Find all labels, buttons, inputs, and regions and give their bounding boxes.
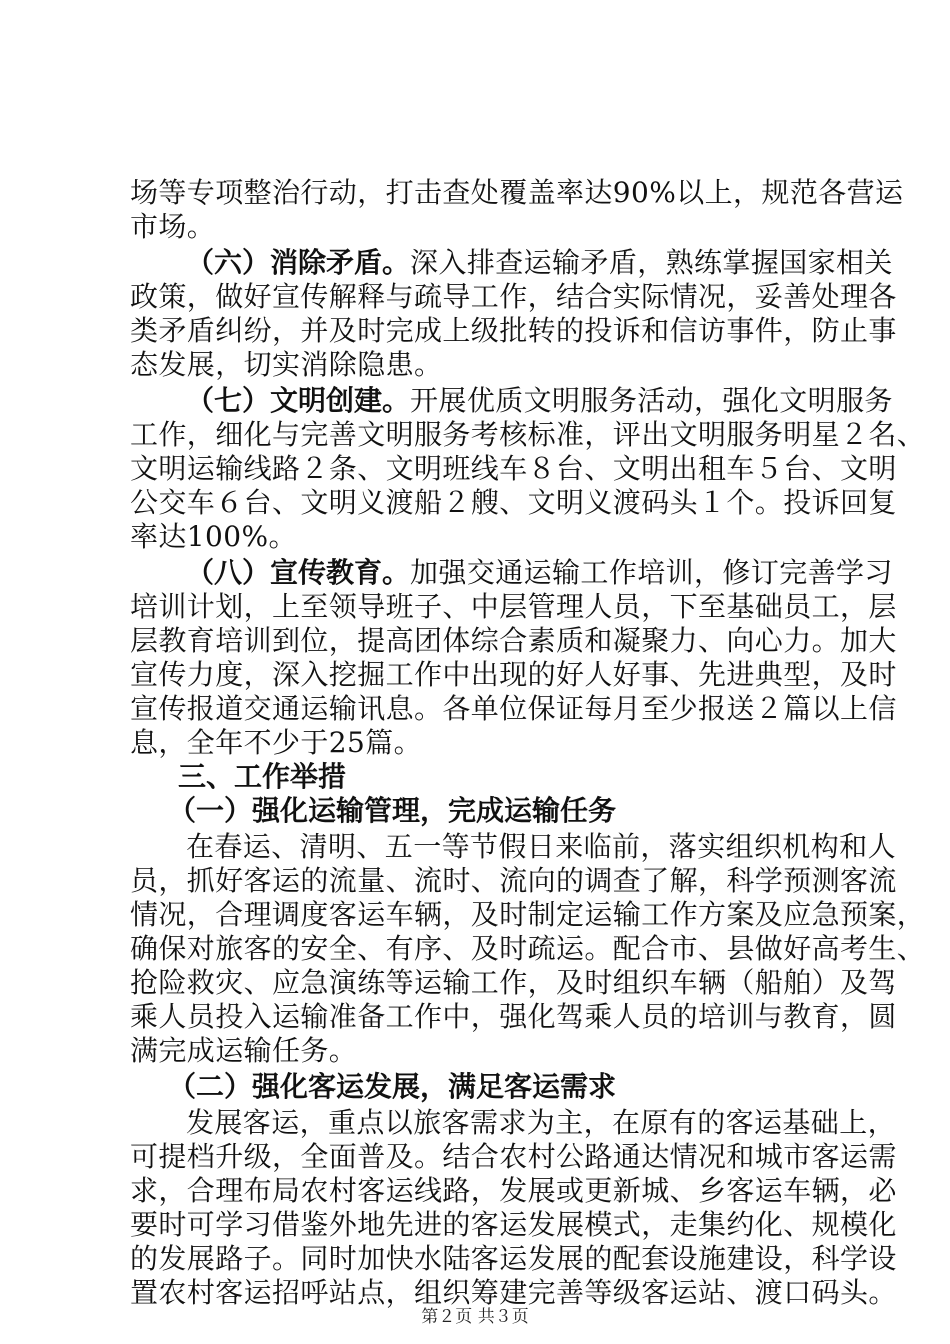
paragraph-line: 培训计划，上至领导班子、中层管理人员，下至基础员工，层 <box>130 590 897 623</box>
paragraph-line: 员，抓好客运的流量、流时、流向的调查了解，科学预测客流 <box>130 864 897 897</box>
paragraph-line: 文明运输线路２条、文明班线车８台、文明出租车５台、文明 <box>130 452 897 485</box>
paragraph-line: 的发展路子。同时加快水陆客运发展的配套设施建设，科学设 <box>130 1242 897 1275</box>
paragraph-line: 工作，细化与完善文明服务考核标准，评出文明服务明星２名、 <box>130 418 926 451</box>
paragraph-line: 确保对旅客的安全、有序、及时疏运。配合市、县做好高考生、 <box>130 932 926 965</box>
section-heading-three: 三、工作举措 <box>178 760 347 793</box>
paragraph-line: 置农村客运招呼站点，组织筹建完善等级客运站、渡口码头。 <box>130 1276 897 1309</box>
paragraph-line: 发展客运，重点以旅客需求为主，在原有的客运基础上， <box>186 1106 897 1139</box>
paragraph-line: 在春运、清明、五一等节假日来临前，落实组织机构和人 <box>186 830 897 863</box>
paragraph-text: 加强交通运输工作培训，修订完善学习 <box>410 556 893 589</box>
paragraph-line: 情况，合理调度客运车辆，及时制定运输工作方案及应急预案， <box>130 898 926 931</box>
paragraph-line: 态发展，切实消除隐患。 <box>130 348 443 381</box>
subsection-heading-one: （一）强化运输管理，完成运输任务 <box>168 794 617 827</box>
paragraph-line: 求，合理布局农村客运线路，发展或更新城、乡客运车辆，必 <box>130 1174 897 1207</box>
paragraph-line: 率达100%。 <box>130 520 297 553</box>
section-heading-six: （六）消除矛盾。 <box>186 246 411 279</box>
paragraph-line: 可提档升级，全面普及。结合农村公路通达情况和城市客运需 <box>130 1140 897 1173</box>
paragraph-line: 场等专项整治行动，打击查处覆盖率达90%以上，规范各营运 <box>130 176 904 209</box>
paragraph-line: 政策，做好宣传解释与疏导工作，结合实际情况，妥善处理各 <box>130 280 897 313</box>
paragraph-line: 宣传报道交通运输讯息。各单位保证每月至少报送２篇以上信 <box>130 692 897 725</box>
section-six-line <box>186 245 893 281</box>
paragraph-line: 宣传力度，深入挖掘工作中出现的好人好事、先进典型，及时 <box>130 658 897 691</box>
page-footer: 第２页 共３页 <box>421 1307 529 1327</box>
paragraph-text: 深入排查运输矛盾，熟练掌握国家相关 <box>410 246 893 279</box>
paragraph-line: 要时可学习借鉴外地先进的客运发展模式，走集约化、规模化 <box>130 1208 897 1241</box>
paragraph-line: 类矛盾纠纷，并及时完成上级批转的投诉和信访事件，防止事 <box>130 314 897 347</box>
paragraph-line: 市场。 <box>130 210 216 243</box>
section-eight-line <box>186 555 893 591</box>
paragraph-line: 抢险救灾、应急演练等运输工作，及时组织车辆（船舶）及驾 <box>130 966 897 999</box>
subsection-heading-two: （二）强化客运发展，满足客运需求 <box>168 1070 617 1103</box>
paragraph-text: 开展优质文明服务活动，强化文明服务 <box>410 384 893 417</box>
paragraph-line: 层教育培训到位，提高团体综合素质和凝聚力、向心力。加大 <box>130 624 897 657</box>
section-heading-eight: （八）宣传教育。 <box>186 556 411 589</box>
section-heading-seven: （七）文明创建。 <box>186 384 411 417</box>
paragraph-line: 乘人员投入运输准备工作中，强化驾乘人员的培训与教育，圆 <box>130 1000 897 1033</box>
paragraph-line: 满完成运输任务。 <box>130 1034 358 1067</box>
paragraph-line: 公交车６台、文明义渡船２艘、文明义渡码头１个。投诉回复 <box>130 486 897 519</box>
paragraph-line: 息，全年不少于25篇。 <box>130 726 423 759</box>
section-seven-line <box>186 383 893 419</box>
